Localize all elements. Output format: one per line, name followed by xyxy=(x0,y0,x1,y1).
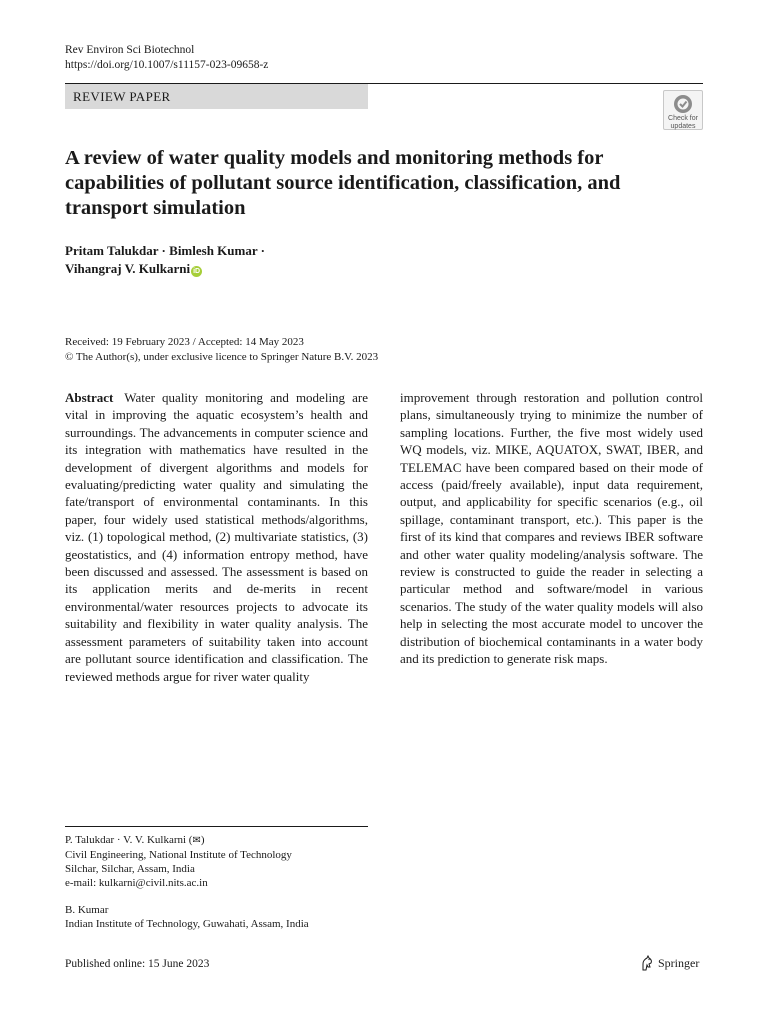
paper-title: A review of water quality models and monitoring methods for capabilities of pollutant source identification, classification, and transport simulation xyxy=(65,147,621,219)
published-online-date: Published online: 15 June 2023 xyxy=(65,958,210,970)
publisher-logo xyxy=(640,955,699,971)
author-list xyxy=(65,242,265,278)
publisher-name: Springer xyxy=(658,956,700,970)
affiliation-rule xyxy=(65,826,368,827)
abstract-label: Abstract xyxy=(65,390,114,405)
affiliation-block-2 xyxy=(65,903,309,931)
copyright-notice: © The Author(s), under exclusive licence to Springer Nature B.V. 2023 xyxy=(65,351,379,363)
affiliation-2-names: B. Kumar xyxy=(65,904,109,916)
journal-header xyxy=(65,43,268,73)
received-accepted-dates: Received: 19 February 2023 / Accepted: 14 May 2023 xyxy=(65,336,304,348)
check-updates-label-1: Check for xyxy=(668,115,698,122)
affiliation-1-email[interactable]: e-mail: kulkarni@civil.nits.ac.in xyxy=(65,877,208,889)
affiliation-1-names-line xyxy=(65,833,292,848)
affiliation-1-names: P. Talukdar · V. V. Kulkarni ( xyxy=(65,834,193,846)
affiliation-1-institution: Civil Engineering, National Institute of Technology xyxy=(65,849,292,861)
check-for-updates-button[interactable] xyxy=(663,90,703,130)
abstract-column-right xyxy=(400,389,703,668)
affiliation-1-location: Silchar, Silchar, Assam, India xyxy=(65,863,195,875)
abstract-column-left xyxy=(65,389,368,685)
affiliation-1-names-close: ) xyxy=(200,834,205,846)
orcid-icon[interactable]: iD xyxy=(193,268,201,275)
check-updates-label-2: updates xyxy=(670,123,696,130)
abstract-text-right: improvement through restoration and pollution control plans, simultaneously trying to minimize the number of sampling locations. Further, the five most widely used WQ models, viz. MIKE, AQUATOX, SWAT, IBER, and TELEMAC have been compared based on their mode of access (paid/freely available), input data requirement, output, and applicability for specific scenarios (e.g., oil spillage, contaminant transport, etc.). This paper is the first of its kind that compares and reviews IBER software and other water quality modeling/analysis software. The review is constructed to guide the reader in selecting a particular method and software/model in various scenarios. The study of the water quality models will also help in selecting the most accurate model to uncover the distribution of biochemical contaminants in a water body and its prediction to generate risk maps. xyxy=(400,390,703,667)
article-type-banner: REVIEW PAPER xyxy=(65,84,368,109)
envelope-icon[interactable]: ✉ xyxy=(192,835,201,846)
affiliation-2-institution: Indian Institute of Technology, Guwahati, Assam, India xyxy=(65,918,309,930)
affiliation-block-1 xyxy=(65,833,292,890)
authors-line-1: Pritam Talukdar · Bimlesh Kumar · xyxy=(65,243,265,258)
abstract-text-left: Water quality monitoring and modeling are vital in improving the aquatic ecosystem’s health and surroundings. The advancements in computer science and its integration with mathematics have resulted in the development of divergent algorithms and models for evaluating/predicting water quality and simulating the fate/transport of environmental contaminants. In this paper, four widely used statistical methods/algorithms, viz. (1) topological method, (2) multivariate statistics, (3) geostatistics, and (4) information entropy method, have been discussed and assessed. The assessment is based on its application merits and de-merits in recent environmental/water resources projects to advocate its suitability and flexibility in water quality analysis. The assessment parameters of suitability taken into account are pollutant source identification and classification. The reviewed methods argue for river water quality xyxy=(65,390,369,684)
journal-name: Rev Environ Sci Biotechnol xyxy=(65,44,195,56)
article-dates xyxy=(65,335,378,365)
authors-line-2-wrap xyxy=(65,260,265,278)
springer-horse-icon xyxy=(640,955,654,971)
check-updates-icon xyxy=(673,94,693,114)
authors-line-2: Vihangraj V. Kulkarni xyxy=(65,261,191,276)
doi-link[interactable]: https://doi.org/10.1007/s11157-023-09658-z xyxy=(65,59,269,71)
